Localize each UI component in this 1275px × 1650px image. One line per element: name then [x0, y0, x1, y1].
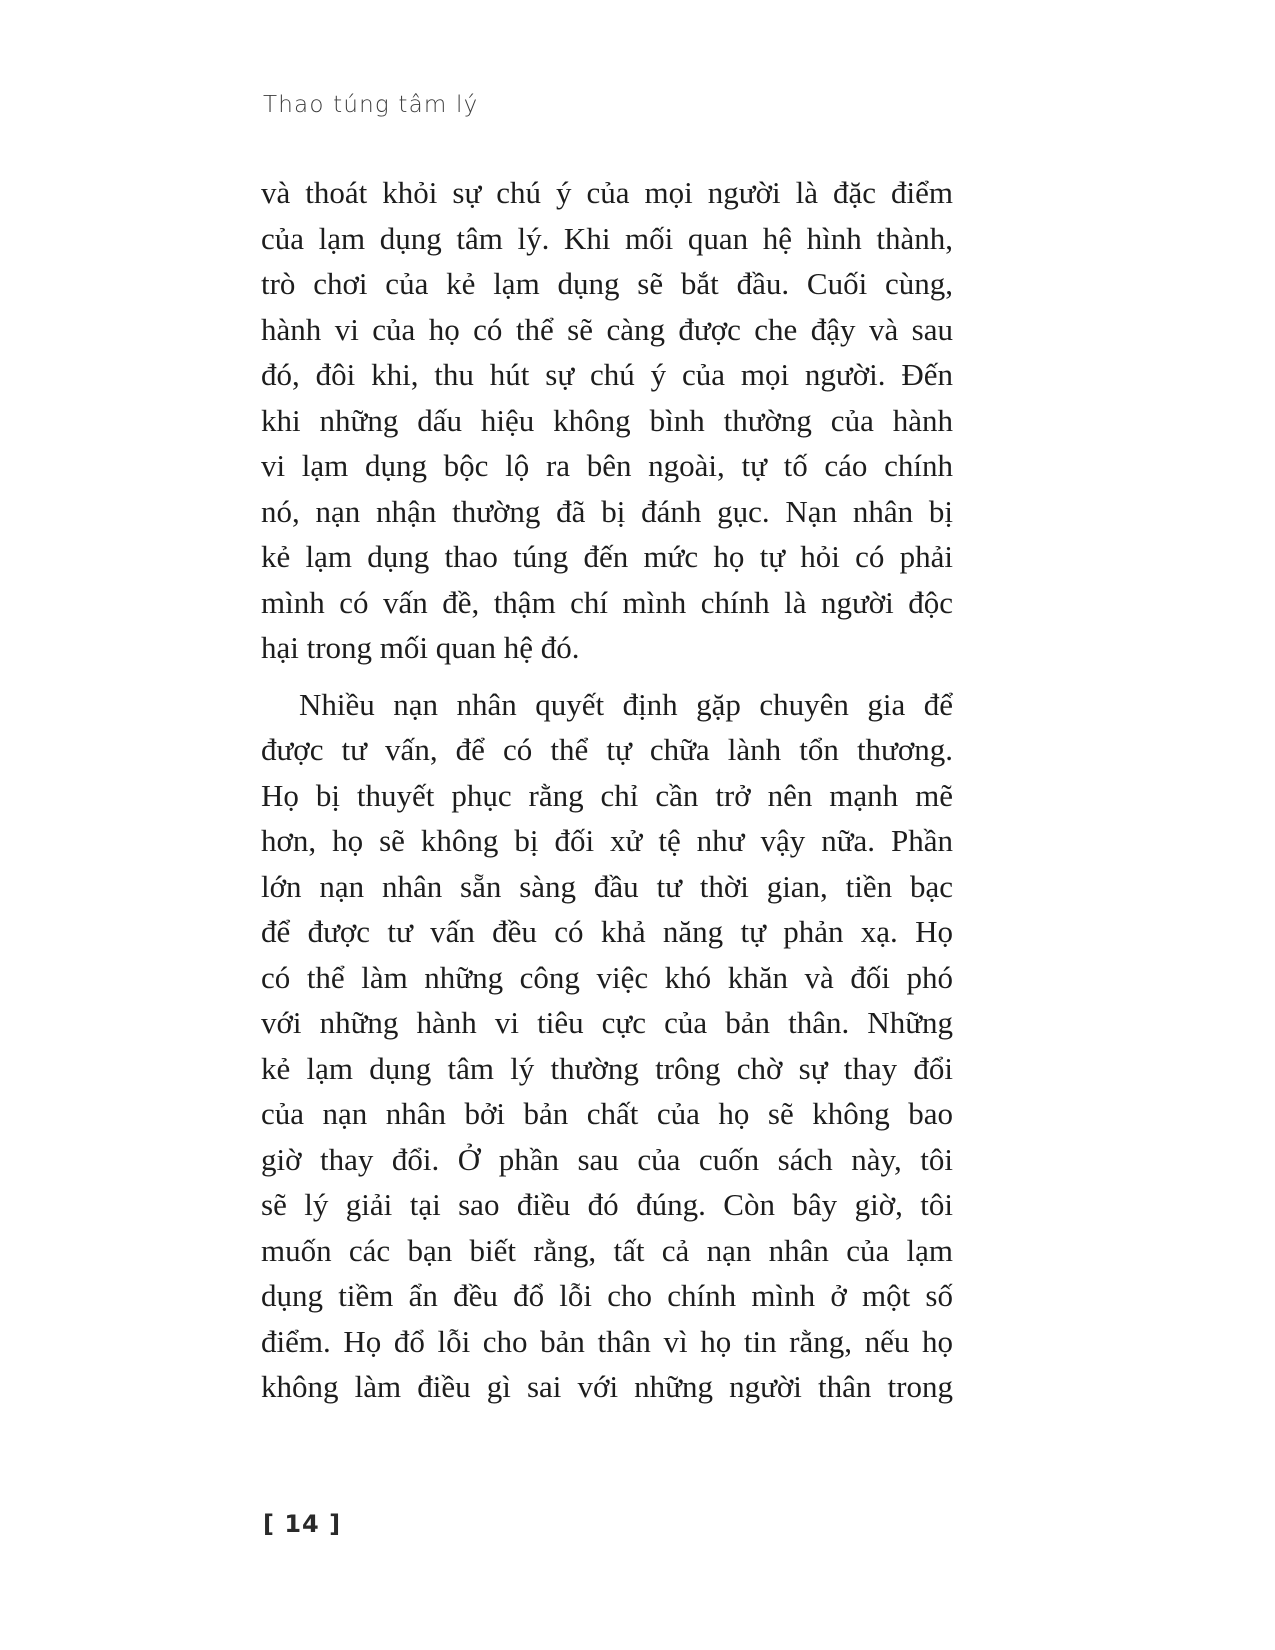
- text-line: lớn nạn nhân sẵn sàng đầu tư thời gian, tiền bạc: [261, 868, 953, 904]
- text-line: muốn các bạn biết rằng, tất cả nạn nhân của lạm: [261, 1232, 953, 1268]
- text-line: Họ bị thuyết phục rằng chỉ cần trở nên mạnh mẽ: [261, 777, 953, 813]
- text-line: trò chơi của kẻ lạm dụng sẽ bắt đầu. Cuối cùng,: [261, 266, 953, 301]
- text-line: của lạm dụng tâm lý. Khi mối quan hệ hình thành,: [261, 220, 953, 256]
- page-number: [ 14 ]: [263, 1510, 342, 1538]
- text-line: để được tư vấn đều có khả năng tự phản xạ. Họ: [261, 914, 953, 949]
- text-line: hại trong mối quan hệ đó.: [261, 630, 580, 665]
- text-line: nó, nạn nhận thường đã bị đánh gục. Nạn nhân bị: [261, 493, 953, 529]
- text-line: có thể làm những công việc khó khăn và đối phó: [261, 959, 953, 995]
- text-line: đó, đôi khi, thu hút sự chú ý của mọi người. Đến: [261, 357, 953, 392]
- text-line: với những hành vi tiêu cực của bản thân. Những: [261, 1005, 953, 1040]
- text-line: hơn, họ sẽ không bị đối xử tệ như vậy nữa. Phần: [261, 823, 953, 858]
- text-line: khi những dấu hiệu không bình thường của hành: [261, 402, 953, 438]
- text-line: dụng tiềm ẩn đều đổ lỗi cho chính mình ở một số: [261, 1278, 953, 1313]
- text-line: kẻ lạm dụng thao túng đến mức họ tự hỏi có phải: [261, 539, 953, 574]
- text-line: không làm điều gì sai với những người thân trong: [261, 1369, 953, 1404]
- text-line: kẻ lạm dụng tâm lý thường trông chờ sự thay đổi: [261, 1050, 953, 1086]
- text-line: giờ thay đổi. Ở phần sau của cuốn sách này, tôi: [261, 1141, 953, 1177]
- text-line: mình có vấn đề, thậm chí mình chính là người độc: [261, 584, 953, 620]
- text-line: vi lạm dụng bộc lộ ra bên ngoài, tự tố cáo chính: [261, 448, 953, 483]
- running-header: Thao túng tâm lý: [263, 92, 479, 118]
- text-line: hành vi của họ có thể sẽ càng được che đậy và sau: [261, 311, 953, 347]
- text-line: Nhiều nạn nhân quyết định gặp chuyên gia để: [299, 686, 953, 722]
- text-line: của nạn nhân bởi bản chất của họ sẽ không bao: [261, 1096, 953, 1131]
- text-line: được tư vấn, để có thể tự chữa lành tổn thương.: [261, 732, 953, 767]
- text-line: và thoát khỏi sự chú ý của mọi người là đặc điểm: [261, 175, 953, 210]
- paragraph: [261, 682, 953, 1410]
- text-line: sẽ lý giải tại sao điều đó đúng. Còn bây giờ, tôi: [261, 1187, 953, 1222]
- text-line: điểm. Họ đổ lỗi cho bản thân vì họ tin rằng, nếu họ: [261, 1323, 953, 1359]
- paragraph: [261, 170, 953, 671]
- body-text: [261, 170, 953, 1410]
